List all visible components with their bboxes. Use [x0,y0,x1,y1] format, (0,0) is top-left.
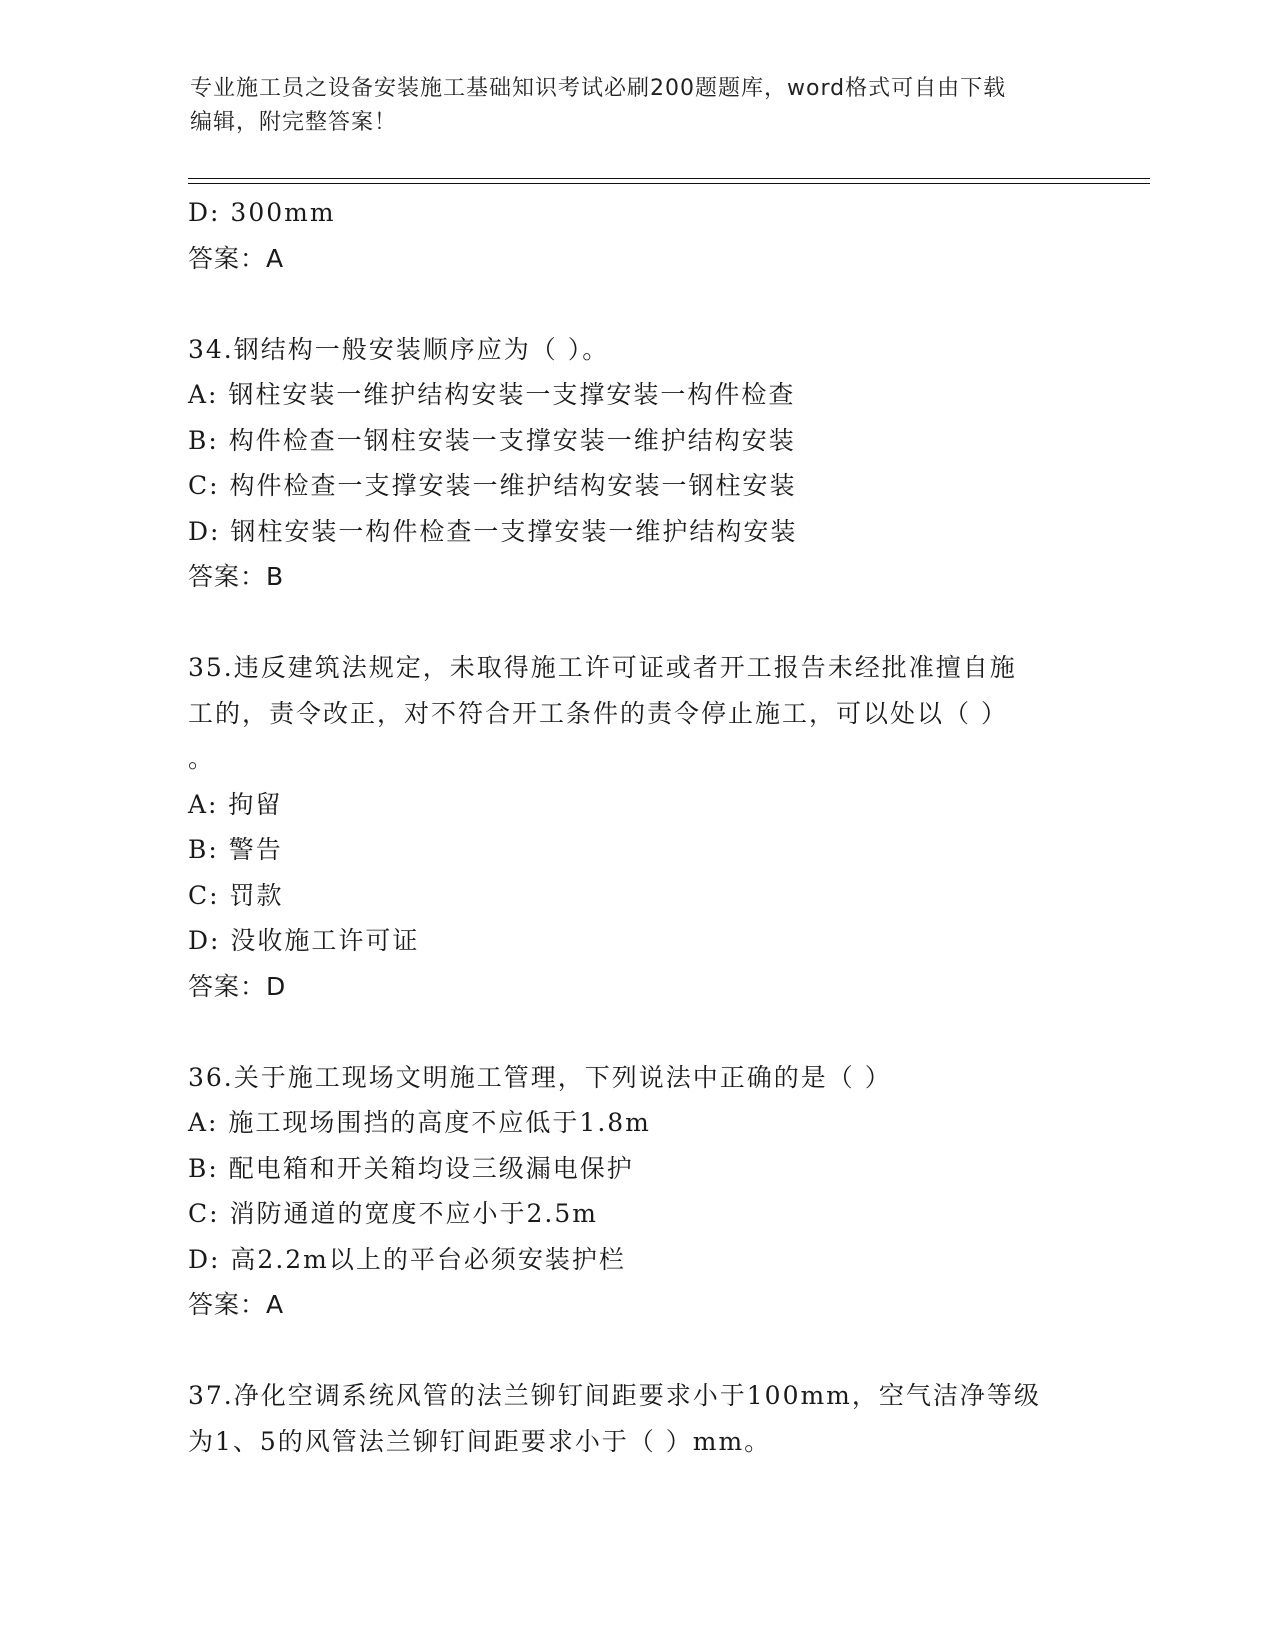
question-stem: 34.钢结构一般安装顺序应为（ ）。 [188,334,610,364]
spacer [188,1009,1088,1055]
option-b: B: 警告 [188,835,283,864]
prev-question-block [188,190,1088,281]
option-d: D: 高2.2m以上的平台必须安装护栏 [188,1244,626,1274]
header-rule-bottom [188,183,1150,184]
question-34 [188,327,1088,600]
question-stem-line-2: 工的，责令改正，对不符合开工条件的责令停止施工，可以处以（ ） [188,698,1008,728]
question-35 [188,645,1088,1009]
option-d: D: 没收施工许可证 [188,926,420,955]
header-line-2: 编辑，附完整答案！ [190,110,398,135]
question-stem-line-2: 为1、5的风管法兰铆钉间距要求小于（ ）mm。 [188,1426,772,1456]
question-36 [188,1055,1088,1328]
option-c: C: 罚款 [188,880,284,910]
document-header [190,72,1090,140]
spacer [188,1328,1088,1374]
question-37 [188,1373,1088,1464]
option-b: B: 构件检查一钢柱安装一支撑安装一维护结构安装 [188,425,796,455]
answer-label: 答案：A [188,243,285,273]
spacer [188,600,1088,646]
option-c: C: 消防通道的宽度不应小于2.5m [188,1199,598,1228]
answer-label: 答案：A [188,1290,285,1319]
option-a: A: 施工现场围挡的高度不应低于1.8m [188,1108,651,1137]
spacer [188,281,1088,327]
option-c: C: 构件检查一支撑安装一维护结构安装一钢柱安装 [188,471,797,500]
question-stem-line-1: 35.违反建筑法规定，未取得施工许可证或者开工报告未经批准擅自施 [188,653,1017,682]
header-rule-top [188,178,1150,179]
question-stem: 36.关于施工现场文明施工管理，下列说法中正确的是（ ） [188,1062,892,1092]
question-stem-line-1: 37.净化空调系统风管的法兰铆钉间距要求小于100mm，空气洁净等级 [188,1381,1041,1410]
option-a: A: 拘留 [188,789,283,819]
option-a: A: 钢柱安装一维护结构安装一支撑安装一构件检查 [188,380,796,409]
option-b: B: 配电箱和开关箱均设三级漏电保护 [188,1153,634,1183]
option-d: D: 300mm [188,198,336,227]
question-stem-line-3: 。 [188,744,216,773]
answer-label: 答案：B [188,562,285,591]
option-d: D: 钢柱安装一构件检查一支撑安装一维护结构安装 [188,516,798,546]
header-line-1: 专业施工员之设备安装施工基础知识考试必刷200题题库，word格式可自由下载 [190,76,1007,101]
question-list [188,190,1088,1464]
answer-label: 答案：D [188,971,287,1001]
